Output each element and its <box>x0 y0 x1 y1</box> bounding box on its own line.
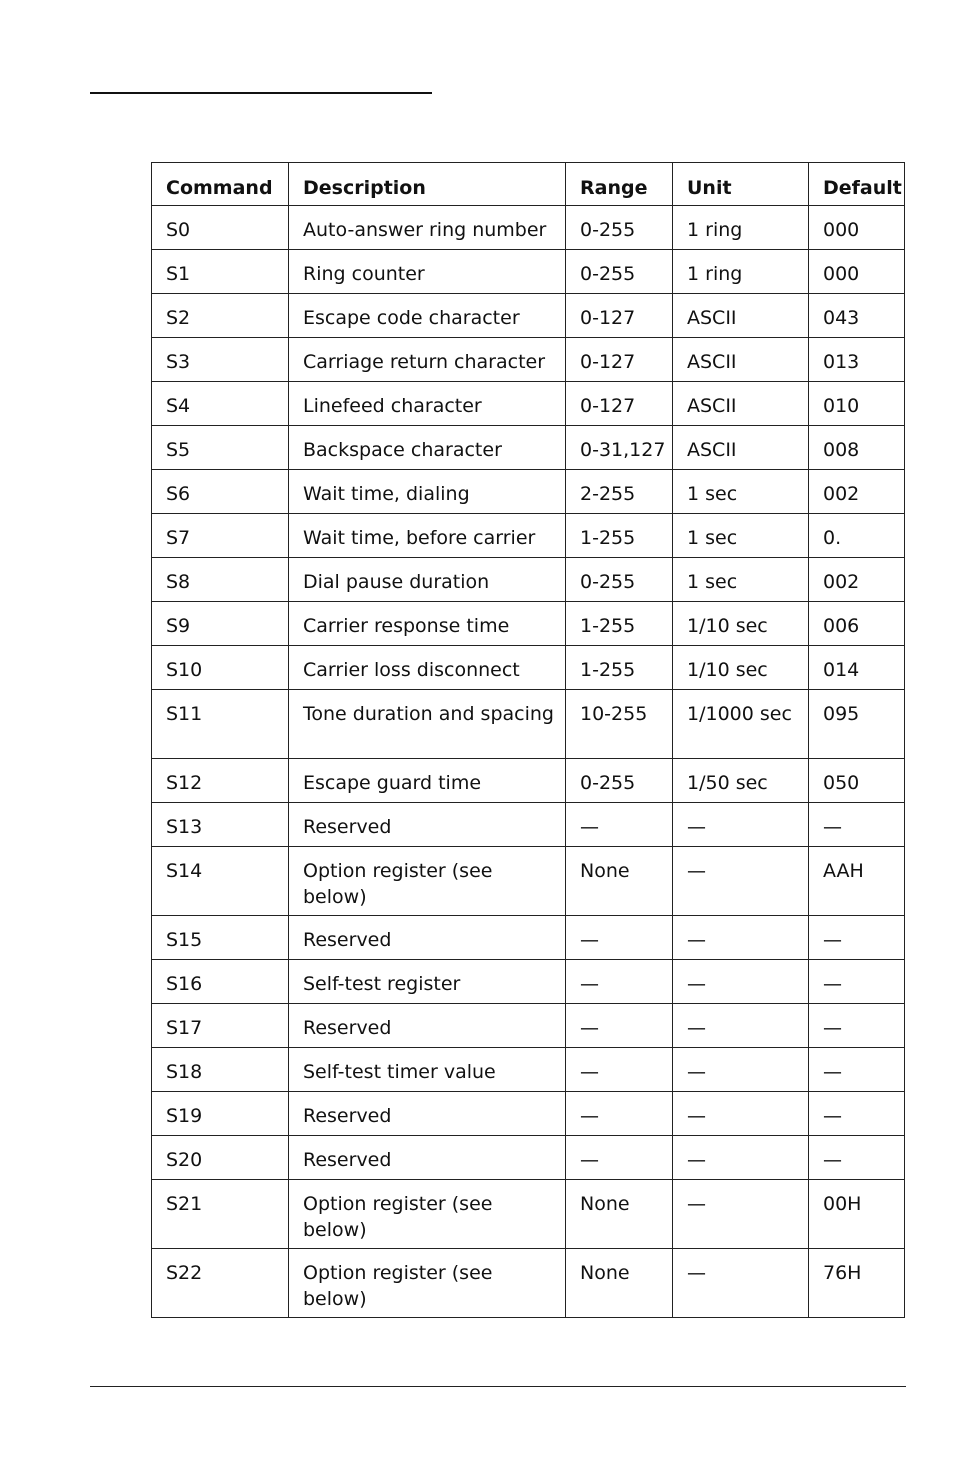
cell-description: Reserved <box>289 803 566 847</box>
cell-default: 014 <box>809 646 905 690</box>
cell-unit: 1/10 sec <box>673 646 809 690</box>
cell-range: — <box>566 803 673 847</box>
cell-unit: 1 ring <box>673 250 809 294</box>
cell-unit: 1 ring <box>673 206 809 250</box>
cell-default: 013 <box>809 338 905 382</box>
cell-default: — <box>809 960 905 1004</box>
cell-range: 0-255 <box>566 250 673 294</box>
cell-range: 0-127 <box>566 382 673 426</box>
cell-unit: 1 sec <box>673 514 809 558</box>
cell-description: Carriage return character <box>289 338 566 382</box>
cell-description: Wait time, before carrier <box>289 514 566 558</box>
cell-command: S2 <box>152 294 289 338</box>
cell-default: — <box>809 1048 905 1092</box>
cell-unit: — <box>673 847 809 916</box>
cell-command: S12 <box>152 759 289 803</box>
cell-description: Option register (see below) <box>289 1180 566 1249</box>
table-row <box>152 1136 905 1180</box>
cell-command: S0 <box>152 206 289 250</box>
table-row <box>152 294 905 338</box>
table-row <box>152 916 905 960</box>
cell-range: — <box>566 1092 673 1136</box>
cell-range: None <box>566 1249 673 1318</box>
cell-description: Escape guard time <box>289 759 566 803</box>
cell-unit: — <box>673 916 809 960</box>
cell-description: Ring counter <box>289 250 566 294</box>
cell-range: 2-255 <box>566 470 673 514</box>
cell-unit: — <box>673 1249 809 1318</box>
cell-default: 0. <box>809 514 905 558</box>
cell-range: 0-31,127 <box>566 426 673 470</box>
cell-range: 0-127 <box>566 338 673 382</box>
cell-command: S17 <box>152 1004 289 1048</box>
cell-command: S13 <box>152 803 289 847</box>
cell-default: 010 <box>809 382 905 426</box>
cell-unit: ASCII <box>673 338 809 382</box>
cell-default: AAH <box>809 847 905 916</box>
cell-unit: — <box>673 1180 809 1249</box>
cell-unit: ASCII <box>673 382 809 426</box>
cell-description: Self-test timer value <box>289 1048 566 1092</box>
cell-default: 008 <box>809 426 905 470</box>
cell-default: — <box>809 803 905 847</box>
cell-unit: — <box>673 1092 809 1136</box>
col-header-command: Command <box>152 163 289 206</box>
cell-unit: 1/10 sec <box>673 602 809 646</box>
cell-range: None <box>566 1180 673 1249</box>
col-header-default: Default <box>809 163 905 206</box>
table-row <box>152 1092 905 1136</box>
table-row <box>152 1180 905 1249</box>
cell-unit: ASCII <box>673 426 809 470</box>
cell-range: — <box>566 960 673 1004</box>
cell-description: Self-test register <box>289 960 566 1004</box>
cell-description: Linefeed character <box>289 382 566 426</box>
cell-description: Wait time, dialing <box>289 470 566 514</box>
footer-rule <box>90 1386 906 1387</box>
cell-unit: 1/1000 sec <box>673 690 809 759</box>
header-rule <box>90 92 432 94</box>
cell-command: S21 <box>152 1180 289 1249</box>
cell-unit: — <box>673 1004 809 1048</box>
cell-default: — <box>809 916 905 960</box>
cell-command: S1 <box>152 250 289 294</box>
cell-range: 0-127 <box>566 294 673 338</box>
cell-unit: ASCII <box>673 294 809 338</box>
table-row <box>152 847 905 916</box>
cell-range: 0-255 <box>566 206 673 250</box>
cell-command: S15 <box>152 916 289 960</box>
cell-range: — <box>566 916 673 960</box>
cell-command: S5 <box>152 426 289 470</box>
cell-description: Option register (see below) <box>289 1249 566 1318</box>
table-row <box>152 470 905 514</box>
table-row <box>152 803 905 847</box>
cell-unit: — <box>673 1048 809 1092</box>
cell-default: — <box>809 1092 905 1136</box>
table-row <box>152 1004 905 1048</box>
cell-command: S14 <box>152 847 289 916</box>
table-row <box>152 1249 905 1318</box>
cell-command: S11 <box>152 690 289 759</box>
table-row <box>152 1048 905 1092</box>
cell-command: S3 <box>152 338 289 382</box>
cell-command: S8 <box>152 558 289 602</box>
cell-command: S4 <box>152 382 289 426</box>
table-row <box>152 558 905 602</box>
table-row <box>152 690 905 759</box>
cell-command: S16 <box>152 960 289 1004</box>
cell-range: None <box>566 847 673 916</box>
cell-range: 0-255 <box>566 759 673 803</box>
cell-default: — <box>809 1136 905 1180</box>
cell-range: — <box>566 1048 673 1092</box>
cell-range: — <box>566 1004 673 1048</box>
cell-description: Reserved <box>289 1092 566 1136</box>
table-row <box>152 382 905 426</box>
table-body <box>152 206 905 1318</box>
cell-default: 050 <box>809 759 905 803</box>
cell-description: Dial pause duration <box>289 558 566 602</box>
cell-default: 000 <box>809 250 905 294</box>
col-header-range: Range <box>566 163 673 206</box>
cell-unit: 1/50 sec <box>673 759 809 803</box>
table-row <box>152 338 905 382</box>
cell-command: S6 <box>152 470 289 514</box>
cell-unit: 1 sec <box>673 558 809 602</box>
table-row <box>152 206 905 250</box>
col-header-description: Description <box>289 163 566 206</box>
cell-default: 006 <box>809 602 905 646</box>
cell-command: S10 <box>152 646 289 690</box>
cell-unit: — <box>673 1136 809 1180</box>
cell-default: 043 <box>809 294 905 338</box>
cell-description: Reserved <box>289 916 566 960</box>
cell-unit: 1 sec <box>673 470 809 514</box>
cell-default: 00H <box>809 1180 905 1249</box>
cell-description: Tone duration and spacing <box>289 690 566 759</box>
cell-default: 000 <box>809 206 905 250</box>
cell-description: Escape code character <box>289 294 566 338</box>
cell-default: 76H <box>809 1249 905 1318</box>
cell-range: 1-255 <box>566 514 673 558</box>
table-row <box>152 426 905 470</box>
table-row <box>152 602 905 646</box>
cell-command: S9 <box>152 602 289 646</box>
cell-description: Backspace character <box>289 426 566 470</box>
cell-command: S18 <box>152 1048 289 1092</box>
cell-default: — <box>809 1004 905 1048</box>
cell-description: Reserved <box>289 1004 566 1048</box>
cell-command: S19 <box>152 1092 289 1136</box>
cell-description: Carrier response time <box>289 602 566 646</box>
cell-range: 10-255 <box>566 690 673 759</box>
cell-default: 002 <box>809 470 905 514</box>
cell-range: 1-255 <box>566 646 673 690</box>
cell-description: Carrier loss disconnect <box>289 646 566 690</box>
table-row <box>152 759 905 803</box>
cell-default: 095 <box>809 690 905 759</box>
cell-range: 1-255 <box>566 602 673 646</box>
cell-command: S20 <box>152 1136 289 1180</box>
cell-command: S7 <box>152 514 289 558</box>
cell-description: Reserved <box>289 1136 566 1180</box>
table-row <box>152 250 905 294</box>
col-header-unit: Unit <box>673 163 809 206</box>
table-row <box>152 514 905 558</box>
cell-range: — <box>566 1136 673 1180</box>
table-header-row <box>152 163 905 206</box>
cell-default: 002 <box>809 558 905 602</box>
cell-range: 0-255 <box>566 558 673 602</box>
cell-command: S22 <box>152 1249 289 1318</box>
cell-unit: — <box>673 960 809 1004</box>
cell-description: Option register (see below) <box>289 847 566 916</box>
cell-unit: — <box>673 803 809 847</box>
table-row <box>152 646 905 690</box>
cell-description: Auto-answer ring number <box>289 206 566 250</box>
s-register-table <box>151 162 905 1318</box>
table-row <box>152 960 905 1004</box>
